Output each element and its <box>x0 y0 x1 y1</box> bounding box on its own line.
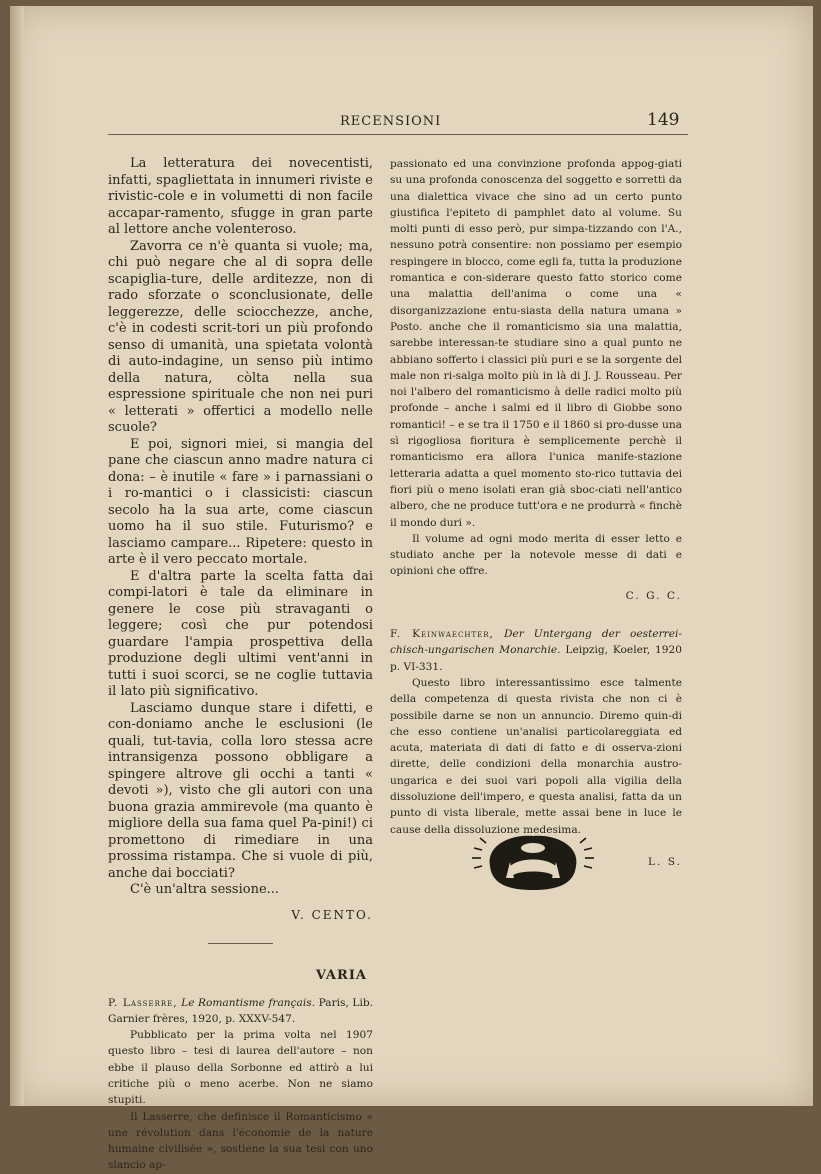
bibliographic-entry <box>108 995 373 1028</box>
crown-ornament-icon <box>468 826 598 896</box>
paragraph: Il volume ad ogni modo merita di esser letto e studiato anche per la notevole messe di dati e opinioni che offre. <box>390 532 682 578</box>
page-spine <box>10 6 24 1106</box>
paragraph: C'è un'altra sessione... <box>130 882 280 897</box>
review-signature: V. CENTO. <box>291 907 373 922</box>
bibliographic-entry <box>390 626 682 675</box>
book-page <box>10 6 813 1172</box>
entry-publisher: Paris, Lib. Garnier frères, 1920, p. XXXV-547. <box>108 996 373 1025</box>
paragraph: E poi, signori miei, si mangia del pane che ciascun anno madre natura ci dona: – è inutile « fare » i parnassiani o i ro-mantici o i classicisti: ciascun secolo ha la sua arte, come ciascun uomo ha il suo stile. Futurismo? e lasciamo campare... Ripetere: questo in arte è il vero peccato mortale. <box>108 436 373 567</box>
left-column <box>108 156 373 1174</box>
entry-author: F. Keinwaechter, <box>390 628 494 641</box>
section-separator <box>208 943 273 944</box>
entry-author: P. Lasserre, <box>108 996 178 1009</box>
running-head: RECENSIONI <box>340 114 442 129</box>
paragraph: Questo libro interessantissimo esce talmente della competenza di questa rivista che non ci è possibile darne se non un annuncio. Diremo quin-di che esso contiene un'analisi particolareggiata ed acuta, materiata di dati di fatto e di osserva-zioni dirette, delle condizioni della monarchia austro-ungarica e dei suoi vari popoli alla vigilia della dissoluzione dell'impero, e questa analisi, fatta da un punto di vista liberale, mette assai bene in luce le cause della dissoluzione medesima. <box>390 676 682 836</box>
paragraph: passionato ed una convinzione profonda appog-giati su una profonda conoscenza del soggetto e sorretti da una dialettica vivace che sino ad un certo punto giustifica l'epiteto di pamphlet dato al volume. Su molti punti di esso però, pur simpa-tizzando con l'A., nessuno potrà consentire: non possiamo per esempio respingere in blocco, come egli fa, tutta la produzione romantica e con-siderare questo fatto storico come una malattia dell'anima o come una « disorganizzazione entu-siasta della natura umana » Posto. anche che il romanticismo sia una malattia, sarebbe interessan-te studiare sino a qual punto ne abbiano sofferto i classici più puri e se la sorgente del male non ri-salga molto più in là di J. J. Rousseau. Per noi l'albero del romanticismo à delle radici molto più profonde – anche i salmi ed il libro di Giobbe sono romantici! – e se tra il 1750 e il 1860 si pro-dusse una sì rigogliosa fioritura è semplicemente perchè il romanticismo era allora l'unica manife-stazione letteraria adatta a quel momento sto-rico tuttavia dei fiori più o meno isolati eran già sboc-ciati nell'antico albero, che ne produce tutt'ora e ne produrrà « finchè il mondo duri ». <box>390 158 682 529</box>
paragraph: E d'altra parte la scelta fatta dai compi-latori è tale da eliminare in genere le cose più stravaganti o leggere; così che pur potendosi guardare l'ampia prospettiva della produzione degli ultimi vent'anni in tutti i suoi scorci, se ne coglie tuttavia il lato più significativo. <box>108 568 373 699</box>
section-title: VARIA <box>315 968 367 983</box>
paragraph: Lasciamo dunque stare i difetti, e con-doniamo anche le esclusioni (le quali, tut-tavia, colla loro stessa acre intransigenza possono obbligare a spingere altrove gli occhi a tanti « devoti »), visto che gli autori con una buona grazia ammirevole (ma quanto è migliore della sua fama quel Pa-pini!) ci promettono di rimediare in una prossima ristampa. Che si vuole di più, anche dai bocciati? <box>108 700 373 881</box>
review-signature: L. S. <box>647 855 682 868</box>
paragraph: Il Lasserre, che definisce il Romanticismo « une révolution dans l'économie de la nature humaine civilisée », sostiene la sua tesi con uno slancio ap- <box>108 1110 373 1172</box>
paragraph: La letteratura dei novecentisti, infatti, spagliettata in innumeri riviste e rivistic-cole e in volumetti di non facile accapar-ramento, sfugge in gran parte al lettore anche volenteroso. <box>108 156 373 237</box>
entry-publisher: Leipzig, Koeler, 1920 p. VI-331. <box>390 644 682 673</box>
header-rule <box>108 134 688 135</box>
paragraph: Pubblicato per la prima volta nel 1907 questo libro – tesi di laurea dell'autore – non ebbe il plauso della Sorbonne ed attirò a lui critiche più o meno acerbe. Non ne siamo stupiti. <box>108 1029 373 1107</box>
entry-title: Der Untergang der oesterrei-chisch-ungarischen Monarchie. <box>390 628 682 657</box>
paragraph: Zavorra ce n'è quanta si vuole; ma, chi può negare che al di sopra delle scapiglia-ture, delle arditezze, non di rado sforzate o sconclusionate, delle leggerezze, delle sciocchezze, anche, c'è in codesti scrit-tori un più profondo senso di umanità, una spietata volontà di auto-indagine, un senso più intimo della natura, còlta nella sua espressione spirituale che non nei puri « letterati » offertici a modello nelle scuole? <box>108 238 373 435</box>
entry-title: Le Romantisme français. <box>181 996 316 1009</box>
review-signature: C. G. C. <box>625 589 682 602</box>
page-number: 149 <box>647 110 680 130</box>
right-column <box>390 156 682 870</box>
